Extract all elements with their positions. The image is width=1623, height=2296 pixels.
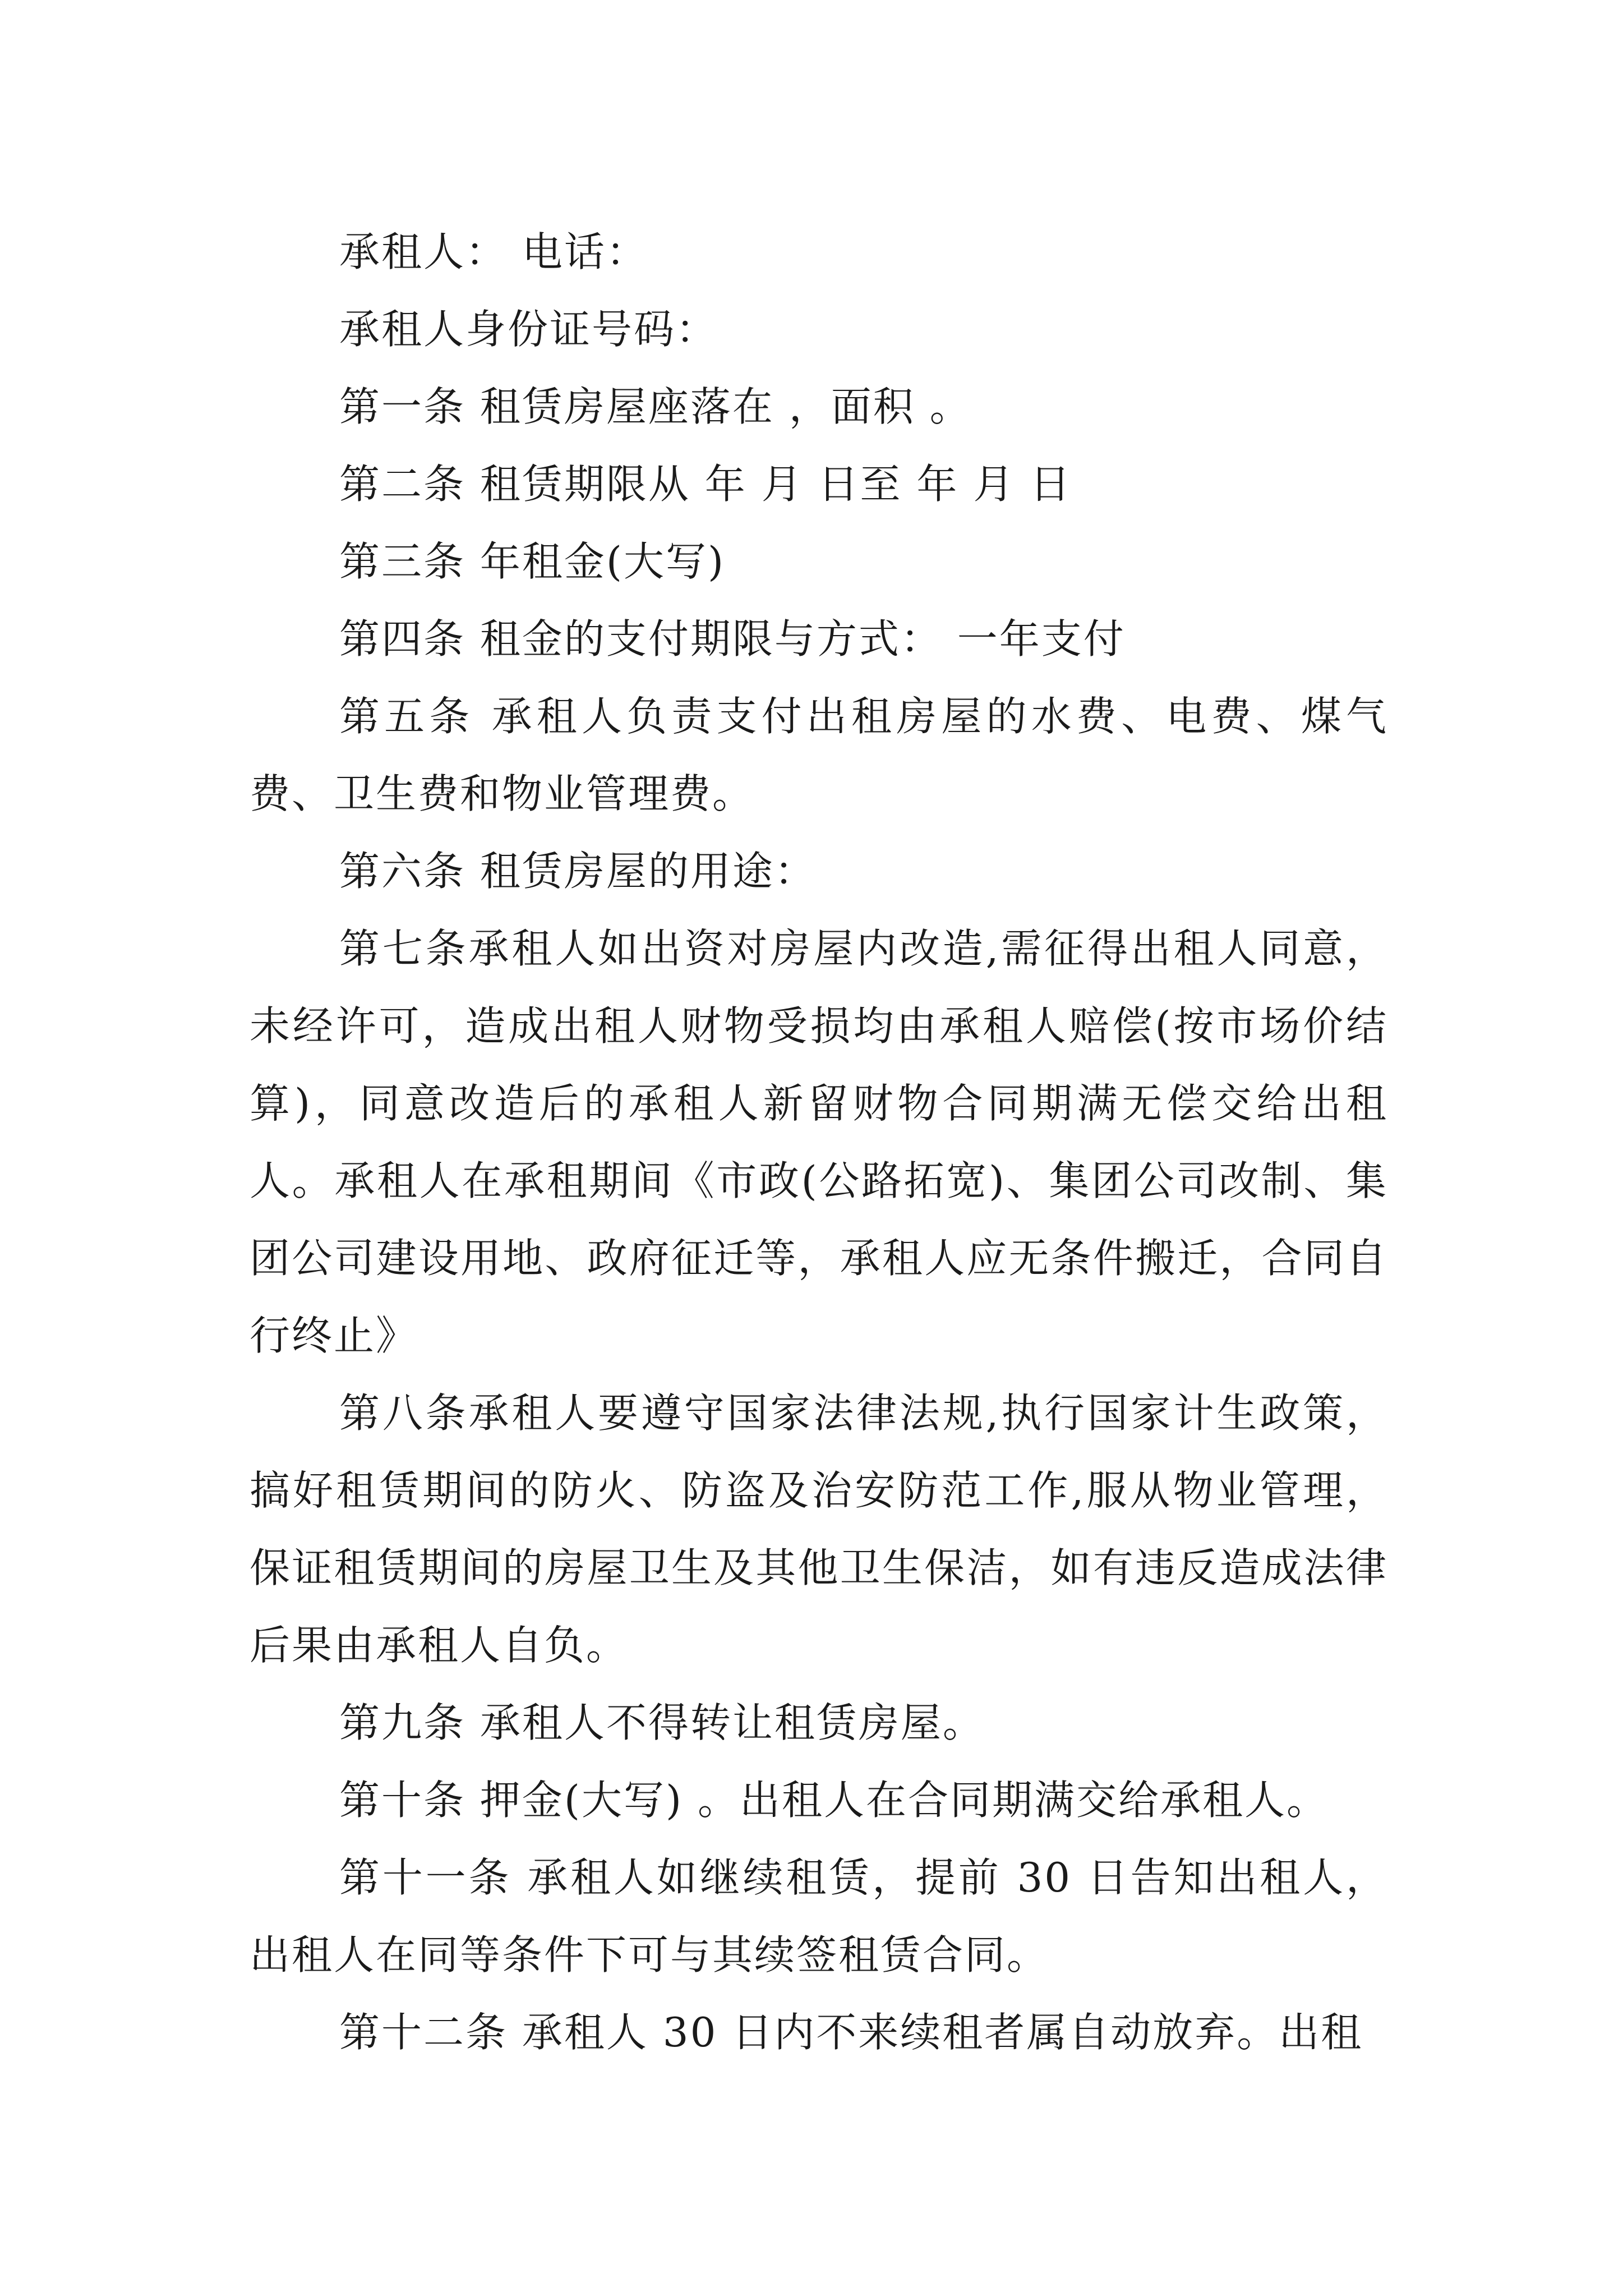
paragraph-article-11: 第十一条 承租人如继续租赁，提前 30 日告知出租人，出租人在同等条件下可与其续签租赁合同。 xyxy=(250,1854,1388,1978)
paragraph-article-2: 第二条 租赁期限从 年 月 日至 年 月 日 xyxy=(339,461,1072,508)
paragraph-article-1: 第一条 租赁房屋座落在 ，面积 。 xyxy=(339,383,972,430)
paragraph-article-6: 第六条 租赁房屋的用途： xyxy=(339,848,817,895)
paragraph-article-7: 第七条承租人如出资对房屋内改造,需征得出租人同意，未经许可，造成出租人财物受损均由承租人赔偿(按市场价结算)，同意改造后的承租人新留财物合同期满无偿交给出租人。承租人在承租期间《市政(公路拓宽)、集团公司改制、集团公司建设用地、政府征迁等，承租人应无条件搬迁，合同自行终止》 xyxy=(250,925,1388,1359)
paragraph-article-4: 第四条 租金的支付期限与方式： 一年支付 xyxy=(339,615,1126,662)
paragraph-article-10: 第十条 押金(大写) 。出租人在合同期满交给承租人。 xyxy=(339,1777,1329,1824)
paragraph-article-9: 第九条 承租人不得转让租赁房屋。 xyxy=(339,1699,985,1746)
paragraph-article-8: 第八条承租人要遵守国家法律法规,执行国家计生政策，搞好租赁期间的防火、防盗及治安防范工作,服从物业管理，保证租赁期间的房屋卫生及其他卫生保洁，如有违反造成法律后果由承租人自负。 xyxy=(250,1389,1388,1669)
paragraph-tenant-phone: 承租人： 电话： xyxy=(339,228,648,275)
document-body xyxy=(250,213,1388,2071)
paragraph-tenant-id: 承租人身份证号码： xyxy=(339,306,718,353)
paragraph-article-3: 第三条 年租金(大写) xyxy=(339,538,726,585)
paragraph-article-5: 第五条 承租人负责支付出租房屋的水费、电费、煤气费、卫生费和物业管理费。 xyxy=(250,693,1388,817)
paragraph-article-12: 第十二条 承租人 30 日内不来续租者属自动放弃。出租 xyxy=(339,2009,1363,2056)
